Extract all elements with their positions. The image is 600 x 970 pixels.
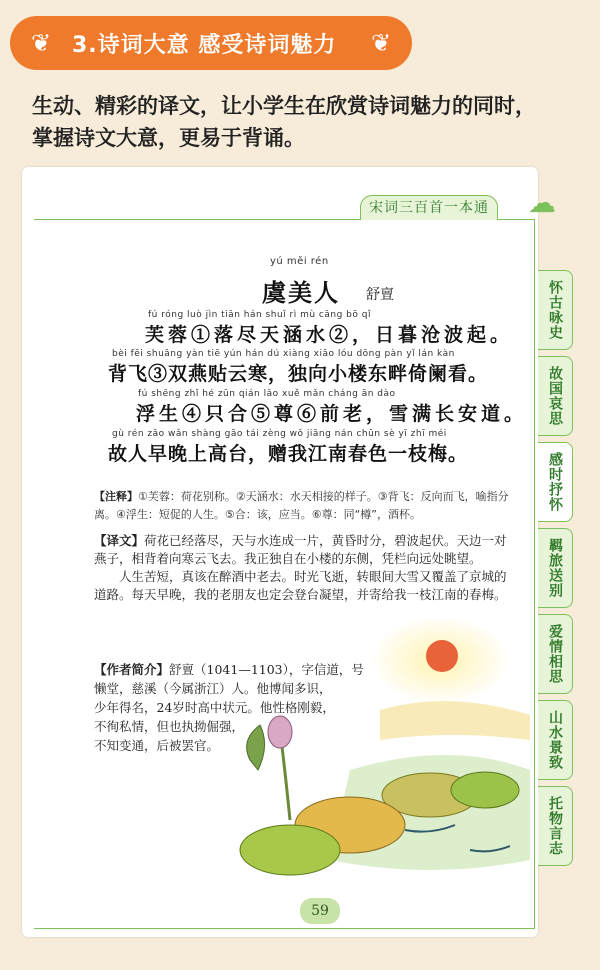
bio-line: 舒亶（1041—1103），字信道，号	[169, 662, 364, 677]
notes-text: ①芙蓉：荷花别称。②天涵水：水天相接的样子。③背飞：反向而飞，喻指分离。④浮生：短促的人生。⑤合：该，应当。⑥尊：同“樽”，酒杯。	[94, 490, 509, 521]
tab-jilv[interactable]: 羁旅送别	[538, 528, 573, 608]
poem-line: 故人早晚上高台，赠我江南春色一枝梅。	[108, 443, 469, 465]
bio-line: 不知变通，后被罢官。	[94, 738, 220, 753]
translation-section	[94, 532, 514, 604]
lotus-leaf	[240, 825, 340, 875]
section-banner	[10, 16, 412, 70]
page-number: 59	[300, 898, 340, 924]
section-subtitle	[32, 90, 572, 154]
poem-line: 浮生④只合⑤尊⑥前老，雪满长安道。	[136, 403, 528, 425]
line-pinyin: gù rén zǎo wǎn shàng gāo tái zèng wǒ jiāng nán chūn sè yī zhī méi	[112, 429, 447, 439]
title-pinyin: yú měi rén	[270, 256, 329, 267]
notes-section	[94, 488, 514, 524]
cloud-ornament-icon: ☁	[528, 186, 556, 219]
sun-icon	[426, 640, 458, 672]
lotus-leaf	[451, 772, 519, 808]
tab-huaigu[interactable]: 怀古咏史	[538, 270, 573, 350]
scroll-ornament-icon: ❦	[370, 29, 392, 57]
bio-label: 【作者简介】	[94, 662, 170, 677]
poem-author: 舒亶	[366, 287, 394, 303]
tab-shanshui[interactable]: 山水景致	[538, 700, 573, 780]
tab-ganshi[interactable]: 感时抒怀	[538, 442, 573, 522]
scroll-ornament-icon: ❦	[30, 29, 52, 57]
lotus-leaf	[247, 725, 265, 770]
notes-label: 【注释】	[94, 490, 138, 503]
translation-label: 【译文】	[94, 533, 145, 548]
tab-aiqing[interactable]: 爱情相思	[538, 614, 573, 694]
poem-line: 背飞③双燕贴云寒，独向小楼东畔倚阑看。	[108, 363, 489, 385]
subtitle-line: 生动、精彩的译文，让小学生在欣赏诗词魅力的同时，	[32, 94, 536, 118]
poem-title: 虞美人	[262, 278, 340, 307]
bio-line: 不徇私情，但也执拗倔强，	[94, 719, 245, 734]
bio-line: 懒堂，慈溪（今属浙江）人。他博闻多识，	[94, 681, 332, 696]
line-pinyin: fú shēng zhǐ hé zūn qián lǎo xuě mǎn cháng ān dào	[138, 389, 396, 399]
tab-guguo[interactable]: 故国哀思	[538, 356, 573, 436]
lotus-bud	[268, 716, 292, 748]
water-band	[380, 701, 530, 740]
translation-para: 人生苦短，真该在醉酒中老去。时光飞逝，转眼间大雪又覆盖了京城的道路。每天早晚，我的老朋友也定会登台凝望，并寄给我一枝江南的春梅。	[94, 569, 507, 602]
book-title: 宋词三百首一本通	[360, 195, 498, 220]
poem-line: 芙蓉①落尽天涵水②，日暮沧波起。	[145, 324, 514, 346]
lotus-pond-illustration	[230, 620, 530, 900]
subtitle-line: 掌握诗文大意，更易于背诵。	[32, 126, 305, 150]
tab-tuowu[interactable]: 托物言志	[538, 786, 573, 866]
line-pinyin: bèi fēi shuāng yàn tiē yún hán dú xiàng xiǎo lóu dōng pàn yǐ lán kàn	[112, 349, 455, 359]
banner-title: 3.诗词大意 感受诗词魅力	[72, 33, 337, 58]
translation-para: 荷花已经落尽，天与水连成一片，黄昏时分，碧波起伏。天边一对燕子，相背着向寒云飞去。我正独自在小楼的东侧，凭栏向远处眺望。	[94, 533, 507, 566]
line-pinyin: fú róng luò jìn tiān hán shuǐ rì mù cāng bō qǐ	[148, 310, 371, 320]
bio-line: 少年得名，24岁时高中状元。他性格刚毅，	[94, 700, 335, 715]
